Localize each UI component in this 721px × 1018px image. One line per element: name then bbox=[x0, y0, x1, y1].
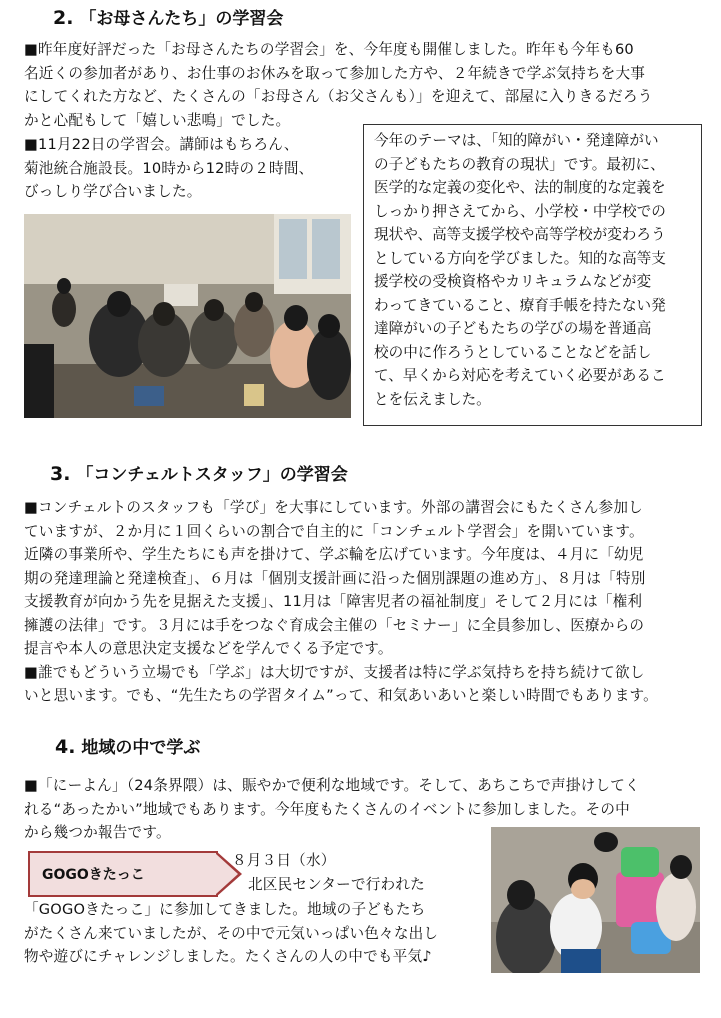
text-line: としている方向を学びました。知的な高等支 bbox=[374, 249, 666, 267]
event-tag-label: GOGOきたっこ bbox=[42, 867, 145, 883]
text-line: 今年のテーマは、「知的障がい・発達障がい bbox=[374, 132, 659, 149]
text-line: 近隣の事業所や、学生たちにも声を掛けて、学ぶ輪を広げています。今年度は、４月に「幼児 bbox=[24, 546, 644, 563]
text-line: 菊池統合施設長。10時から12時の２時間、 bbox=[24, 159, 314, 177]
study-session-photo bbox=[24, 214, 351, 418]
text-line: ていますが、２か月に１回くらいの割合で自主的に「コンチェルト学習会」を開いています。 bbox=[24, 522, 644, 540]
text-line: わってきていること、療育手帳を持たない発 bbox=[374, 296, 666, 314]
section4-heading-number: 4. bbox=[55, 736, 76, 758]
text-line: にしてくれた方など、たくさんの「お母さん（お父さんも）」を迎えて、部屋に入りきるだろう bbox=[24, 88, 653, 105]
text-line: 提言や本人の意思決定支援などを学んでくる予定です。 bbox=[24, 640, 393, 657]
event-photo-illustration bbox=[491, 827, 700, 973]
text-line: かと心配もして「嬉しい悲鳴」でした。 bbox=[24, 111, 291, 129]
text-line: ■コンチェルトのスタッフも「学び」を大事にしています。外部の講習会にもたくさん参加し bbox=[24, 499, 643, 516]
text-line: 名近くの参加者があり、お仕事のお休みを取って参加した方や、２年続きで学ぶ気持ちを大事 bbox=[24, 64, 646, 82]
text-line: びっしり学び合いました。 bbox=[24, 183, 202, 200]
text-line: 期の発達理論と発達検査」、６月は「個別支援計画に沿った個別課題の進め方」、８月は「特別 bbox=[24, 569, 646, 587]
text-line: とを伝えました。 bbox=[374, 390, 491, 408]
event-place: 北区民センターで行われた bbox=[248, 876, 425, 893]
section3-heading-text: 「コンチェルトスタッフ」の学習会 bbox=[76, 465, 348, 485]
text-line: 達障がいの子どもたちの学びの場を普通高 bbox=[374, 320, 652, 337]
text-line: ■昨年度好評だった「お母さんたちの学習会」を、今年度も開催しました。昨年も今年も60 bbox=[24, 41, 634, 58]
text-line: て、早くから対応を考えていく必要があるこ bbox=[374, 367, 666, 384]
text-line: 擁護の法律」です。３月には手をつなぐ育成会主催の「セミナー」に全員参加し、医療からの bbox=[24, 616, 645, 634]
text-line: れる“あったかい”地域でもあります。今年度もたくさんのイベントに参加しました。その中 bbox=[24, 800, 630, 818]
text-line: の子どもたちの教育の現状」です。最初に、 bbox=[374, 155, 665, 173]
theme-summary-box bbox=[363, 124, 702, 426]
section3-heading bbox=[50, 463, 348, 486]
text-line: 校の中に作ろうとしていることなどを話し bbox=[374, 343, 652, 361]
text-line: 物や遊びにチャレンジしました。たくさんの人の中でも平気♪ bbox=[24, 948, 432, 965]
text-line: 支援教育が向かう先を見据えた支援」、11月は「障害児者の福祉制度」そして２月には「権利 bbox=[24, 593, 643, 610]
text-line: 援学校の受検資格やカリキュラムなどが変 bbox=[374, 273, 652, 290]
text-line: いと思います。でも、“先生たちの学習タイム”って、和気あいあいと楽しい時間でもあります。 bbox=[24, 687, 658, 704]
section4-heading-text: 地域の中で学ぶ bbox=[81, 738, 201, 758]
text-line: 医学的な定義の変化や、法的制度的な定義を bbox=[374, 179, 666, 196]
text-line: ■11月22日の学習会。講師はもちろん、 bbox=[24, 136, 299, 153]
event-tag bbox=[28, 851, 242, 897]
section2-intro-paragraph bbox=[24, 38, 704, 132]
section2-heading-text: 「お母さんたち」の学習会 bbox=[79, 9, 284, 29]
text-line: 「GOGOきたっこ」に参加してきました。地域の子どもたち bbox=[24, 901, 426, 918]
event-paragraph bbox=[24, 898, 484, 969]
section2-heading-number: 2. bbox=[53, 7, 74, 29]
event-date: ８月３日（水） bbox=[232, 852, 336, 869]
text-line: ■「にーよん」（24条界隈）は、賑やかで便利な地域です。そして、あちこちで声掛けしてく bbox=[24, 777, 640, 794]
event-tag-body bbox=[28, 851, 218, 897]
text-line: しっかり押さえてから、小学校・中学校での bbox=[374, 202, 666, 220]
text-line: がたくさん来ていましたが、その中で元気いっぱい色々な出し bbox=[24, 924, 439, 942]
text-line: ■誰でもどういう立場でも「学ぶ」は大切ですが、支援者は特に学ぶ気持ちを持ち続けて欲し bbox=[24, 663, 645, 681]
section4-heading bbox=[55, 736, 200, 759]
section2-heading bbox=[53, 7, 283, 30]
text-line: 現状や、高等支援学校や高等学校が変わろう bbox=[374, 226, 666, 243]
text-line: から幾つか報告です。 bbox=[24, 824, 171, 841]
section2-session-paragraph bbox=[24, 133, 354, 204]
section3-heading-number: 3. bbox=[50, 463, 71, 485]
event-photo bbox=[491, 827, 700, 973]
section3-paragraph bbox=[24, 496, 709, 708]
study-session-photo-illustration bbox=[24, 214, 351, 418]
